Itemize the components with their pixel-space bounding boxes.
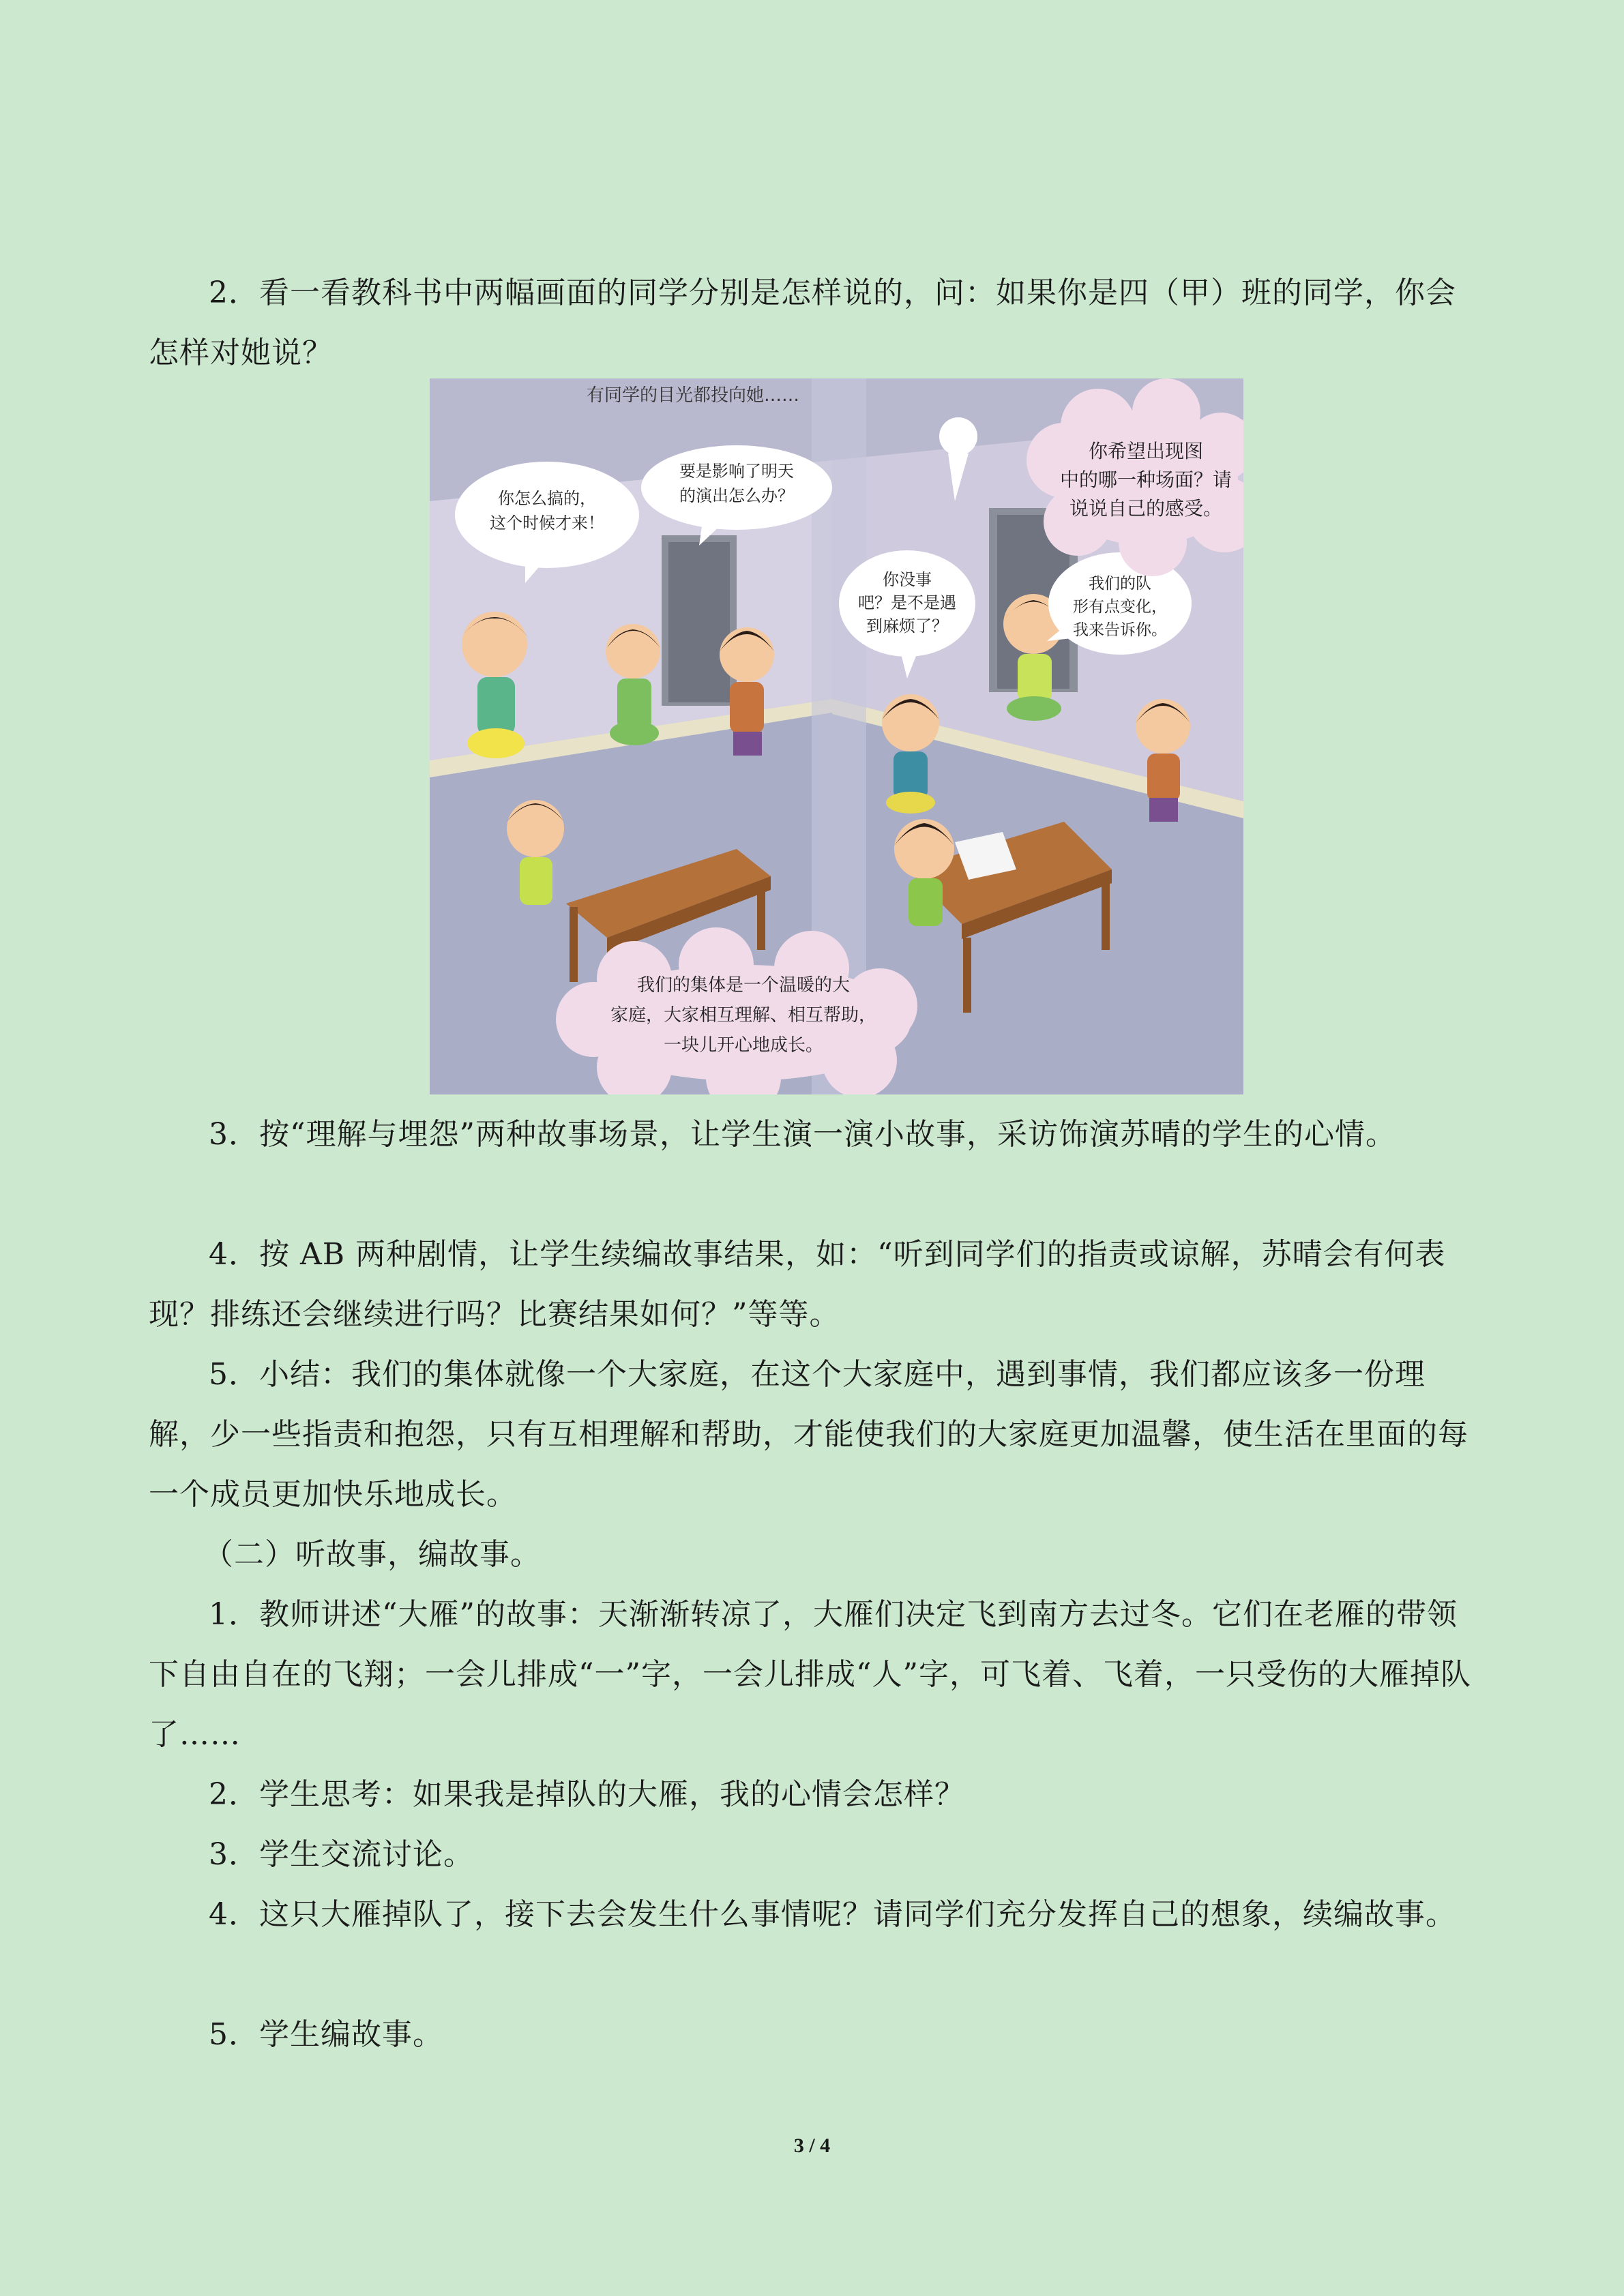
paragraph-b3: 3．学生交流讨论。	[209, 1837, 474, 1872]
paragraph-item-5: 5．小结：我们的集体就像一个大家庭，在这个大家庭中，遇到事情，我们都应该多一份理解，少一些指责和抱怨，只有互相理解和帮助，才能使我们的大家庭更加温馨，使生活在里面的每一个成员更加快乐地成长。	[149, 1357, 1468, 1512]
paragraph-b5: 5．学生编故事。	[209, 2017, 443, 2052]
speech-bubble-1: 你怎么搞的， 这个时候才来！	[490, 489, 604, 533]
paragraph-item-4: 4．按 AB 两种剧情，让学生续编故事结果，如：“听到同学们的指责或谅解，苏晴会有何表现？排练还会继续进行吗？比赛结果如何？”等等。	[149, 1237, 1446, 1332]
paragraph-item-2: 2．看一看教科书中两幅画面的同学分别是怎样说的，问：如果你是四（甲）班的同学，你会怎样对她说？	[149, 275, 1456, 370]
speech-bubble-4: 我们的队 形有点变化， 我来告诉你。	[1073, 575, 1167, 639]
page-number: 3 / 4	[793, 2134, 831, 2157]
speech-bubble-2: 要是影响了明天 的演出怎么办？	[679, 462, 794, 505]
section-heading-2: （二）听故事，编故事。	[203, 1537, 541, 1572]
textbook-illustration	[430, 378, 1243, 1094]
paragraph-b4: 4．这只大雁掉队了，接下去会发生什么事情呢？请同学们充分发挥自己的想象，续编故事。	[209, 1897, 1456, 1932]
speech-bubble-3: 你没事 吧？是不是遇 到麻烦了？	[858, 570, 956, 636]
thought-cloud-summary: 我们的集体是一个温暖的大 家庭，大家相互理解、相互帮助， 一块儿开心地成长。	[610, 975, 876, 1056]
illustration-caption: 有同学的目光都投向她……	[587, 385, 800, 406]
thought-cloud-question: 你希望出现图 中的哪一种场面？请 说说自己的感受。	[1059, 440, 1232, 520]
paragraph-b2: 2．学生思考：如果我是掉队的大雁，我的心情会怎样？	[209, 1777, 965, 1812]
paragraph-b1: 1．教师讲述“大雁”的故事：天渐渐转凉了，大雁们决定飞到南方去过冬。它们在老雁的带领下自由自在的飞翔；一会儿排成“一”字，一会儿排成“人”字，可飞着、飞着，一只受伤的大雁掉队了……	[149, 1597, 1471, 1752]
paragraph-item-3: 3．按“理解与埋怨”两种故事场景，让学生演一演小故事，采访饰演苏晴的学生的心情。	[209, 1117, 1396, 1152]
